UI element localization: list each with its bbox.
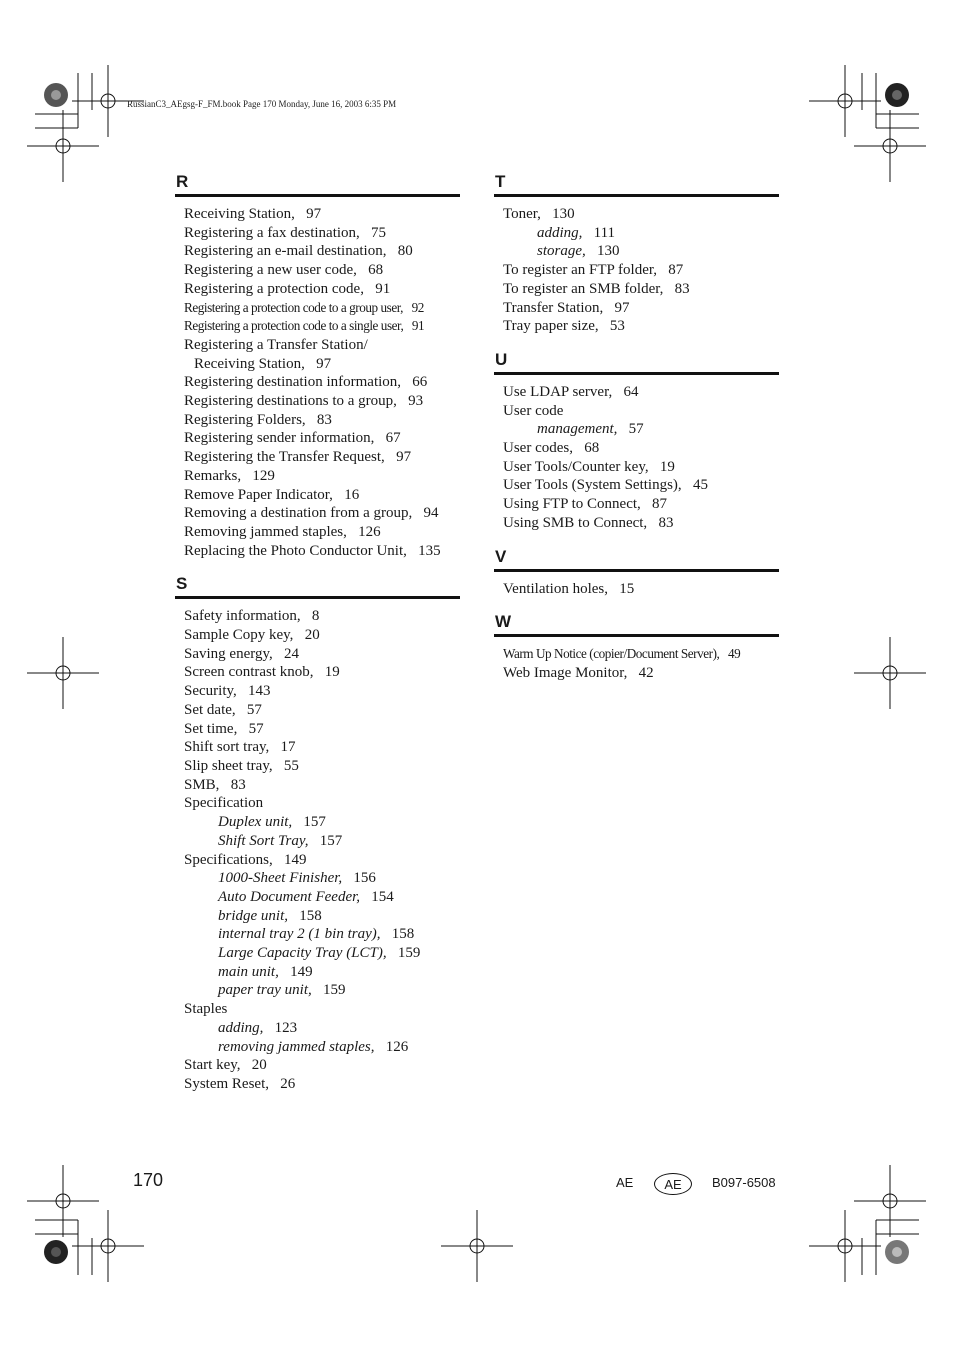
- entry-page-number: 57: [248, 720, 264, 737]
- entry-page-number: 126: [358, 523, 381, 540]
- entry-term: Registering an e-mail destination,: [184, 243, 387, 260]
- index-entry: [175, 523, 460, 542]
- index-subentry: [175, 869, 460, 888]
- index-entry: [175, 607, 460, 626]
- entry-term: adding,: [537, 224, 583, 241]
- index-entry: [175, 317, 460, 336]
- entry-term: Registering a protection code to a single user,: [184, 318, 404, 334]
- entry-term: 1000-Sheet Finisher,: [218, 870, 343, 887]
- entry-term: Warm Up Notice (copier/Document Server),: [503, 646, 720, 662]
- index-subentry: [175, 944, 460, 963]
- entry-page-number: 149: [283, 851, 307, 868]
- entry-term: Toner,: [503, 206, 541, 222]
- index-entry: [175, 205, 460, 224]
- index-subentry: [175, 981, 460, 1000]
- entry-term: Use LDAP server,: [503, 383, 613, 400]
- index-entry: [175, 794, 460, 813]
- entry-page-number: 42: [638, 664, 654, 681]
- entry-page-number: 157: [319, 832, 343, 849]
- index-subentry: [494, 224, 779, 243]
- entry-page-number: 158: [299, 907, 322, 924]
- index-entry: [494, 383, 779, 402]
- index-entry: [175, 355, 460, 374]
- entry-term: Sample Copy key,: [184, 627, 294, 644]
- entry-page-number: 83: [230, 776, 246, 793]
- entry-page-number: 157: [303, 814, 326, 831]
- index-entry: [175, 411, 460, 430]
- entry-term: Remove Paper Indicator,: [184, 486, 333, 503]
- entry-term: removing jammed staples,: [218, 1038, 375, 1055]
- entry-page-number: 83: [316, 411, 332, 428]
- index-entry: [175, 261, 460, 280]
- entry-term: To register an FTP folder,: [503, 262, 658, 279]
- section-rule: [494, 194, 779, 197]
- entry-page-number: 149: [290, 963, 313, 980]
- entry-term: Start key,: [184, 1057, 241, 1074]
- index-entry: [175, 663, 460, 682]
- entry-page-number: 80: [397, 243, 413, 260]
- entry-page-number: 91: [375, 280, 391, 297]
- entry-page-number: 97: [306, 206, 322, 222]
- index-entry: [175, 757, 460, 776]
- index-entry: [175, 738, 460, 757]
- section-letter: V: [495, 546, 507, 566]
- entry-term: bridge unit,: [218, 907, 288, 924]
- document-code: B097-6508: [712, 1175, 776, 1190]
- index-subentry: [175, 813, 460, 832]
- region-mark-label: AE: [664, 1176, 682, 1192]
- entry-page-number: 64: [623, 383, 639, 400]
- section-letter: U: [495, 349, 508, 369]
- entry-page-number: 68: [584, 440, 600, 457]
- index-entry: [494, 439, 779, 458]
- index-subentry: [175, 963, 460, 982]
- entry-page-number: 19: [324, 664, 340, 681]
- index-entry: [175, 504, 460, 523]
- entry-term: Saving energy,: [184, 645, 273, 662]
- index-subentry: [175, 1038, 460, 1057]
- entry-term: main unit,: [218, 963, 279, 980]
- page-number: 170: [133, 1170, 164, 1190]
- entry-page-number: 49: [727, 646, 741, 662]
- index-entry: [175, 224, 460, 243]
- entry-page-number: 143: [248, 683, 271, 700]
- entry-page-number: 55: [283, 757, 299, 774]
- entry-term: Removing jammed staples,: [184, 523, 347, 540]
- entry-term: management,: [537, 421, 618, 438]
- entry-term: Specification: [184, 795, 264, 812]
- index-entry: [175, 626, 460, 645]
- index-entry: [175, 299, 460, 318]
- entry-page-number: 111: [593, 224, 616, 241]
- index-section-w: [494, 610, 779, 682]
- index-section-r: [175, 170, 460, 572]
- section-letter: W: [495, 612, 512, 632]
- section-rule: [175, 194, 460, 197]
- index-entry: [175, 242, 460, 261]
- entry-term: Replacing the Photo Conductor Unit,: [184, 542, 407, 559]
- entry-page-number: 94: [423, 505, 439, 522]
- index-entry: [494, 495, 779, 514]
- section-letter: T: [495, 172, 506, 191]
- index-entry: [175, 701, 460, 720]
- index-entry: [175, 392, 460, 411]
- index-entry: [494, 261, 779, 280]
- region-label: AE: [616, 1175, 634, 1190]
- index-entry: [175, 373, 460, 392]
- entry-term: Registering a protection code,: [184, 280, 364, 297]
- entry-term: User codes,: [503, 440, 573, 457]
- entry-term: User Tools (System Settings),: [503, 477, 682, 494]
- index-entry: [494, 280, 779, 299]
- region-mark: [654, 1173, 692, 1195]
- entry-page-number: 87: [652, 496, 668, 513]
- entry-page-number: 57: [246, 701, 262, 718]
- index-entry: [494, 580, 779, 599]
- entry-term: Registering a Transfer Station/: [184, 336, 368, 353]
- entry-page-number: 87: [668, 262, 684, 279]
- entry-page-number: 24: [283, 645, 299, 662]
- index-section-v: [494, 545, 779, 611]
- entry-term: Security,: [184, 683, 237, 700]
- index-entry: [494, 402, 779, 421]
- entry-term: storage,: [537, 243, 586, 260]
- entry-term: System Reset,: [184, 1075, 269, 1092]
- entry-page-number: 19: [659, 458, 675, 475]
- entry-term: Shift sort tray,: [184, 739, 270, 756]
- entry-term: Duplex unit,: [218, 814, 293, 831]
- index-entry: [175, 1075, 460, 1094]
- section-rule: [494, 634, 779, 637]
- index-entry: [175, 448, 460, 467]
- entry-page-number: 97: [396, 449, 412, 466]
- index-entry: [175, 486, 460, 505]
- entry-term: Registering destinations to a group,: [184, 393, 397, 410]
- entry-term: Set date,: [184, 701, 236, 718]
- index-subentry: [175, 832, 460, 851]
- entry-page-number: 83: [658, 514, 674, 531]
- entry-term: Set time,: [184, 720, 238, 737]
- entry-term: User Tools/Counter key,: [503, 458, 649, 475]
- entry-page-number: 123: [274, 1019, 298, 1036]
- entry-page-number: 156: [353, 870, 376, 887]
- entry-term: Registering sender information,: [184, 430, 375, 447]
- entry-term: Slip sheet tray,: [184, 757, 273, 774]
- index-section-t: [494, 170, 779, 348]
- entry-term: Safety information,: [184, 608, 301, 625]
- entry-term: Large Capacity Tray (LCT),: [218, 945, 387, 962]
- index-entry: [175, 720, 460, 739]
- entry-term: internal tray 2 (1 bin tray),: [218, 926, 381, 943]
- section-rule: [175, 596, 460, 599]
- entry-page-number: 67: [385, 430, 401, 447]
- index-subentry: [494, 242, 779, 261]
- entry-page-number: 26: [280, 1075, 296, 1092]
- entry-term: Registering destination information,: [184, 374, 402, 391]
- index-entry: [175, 542, 460, 561]
- entry-term: SMB,: [184, 776, 220, 793]
- entry-term: To register an SMB folder,: [503, 280, 664, 297]
- index-subentry: [175, 1019, 460, 1038]
- index-entry: [175, 851, 460, 870]
- index-entry: [175, 682, 460, 701]
- entry-term: paper tray unit,: [218, 982, 312, 999]
- entry-page-number: 75: [371, 224, 387, 241]
- entry-page-number: 159: [323, 982, 346, 999]
- index-entry: [175, 429, 460, 448]
- index-column-right: [494, 170, 779, 683]
- entry-term: User code: [503, 402, 564, 419]
- entry-page-number: 130: [597, 243, 620, 260]
- entry-page-number: 130: [552, 206, 575, 222]
- entry-page-number: 15: [619, 580, 635, 597]
- index-entry: [175, 1000, 460, 1019]
- section-letter: S: [176, 574, 188, 594]
- index-entry: [494, 317, 779, 336]
- entry-page-number: 91: [411, 318, 425, 334]
- index-entry: [494, 645, 779, 664]
- entry-term: Remarks,: [184, 467, 242, 484]
- entry-page-number: 66: [412, 374, 428, 391]
- index-entry: [494, 514, 779, 533]
- index-column-left: [175, 170, 460, 1094]
- entry-term: Ventilation holes,: [503, 580, 608, 597]
- entry-term: Transfer Station,: [503, 299, 604, 316]
- index-entry: [494, 664, 779, 683]
- entry-term: Receiving Station,: [184, 206, 295, 222]
- entry-page-number: 53: [609, 318, 625, 335]
- entry-page-number: 159: [397, 945, 421, 962]
- section-rule: [494, 372, 779, 375]
- entry-page-number: 68: [368, 262, 384, 279]
- entry-term: Specifications,: [184, 851, 273, 868]
- entry-term: Auto Document Feeder,: [218, 888, 361, 905]
- entry-term: Removing a destination from a group,: [184, 505, 413, 522]
- index-entry: [175, 645, 460, 664]
- entry-term: Screen contrast knob,: [184, 664, 314, 681]
- entry-page-number: 93: [408, 393, 424, 410]
- index-subentry: [175, 907, 460, 926]
- index-entry: [494, 205, 779, 224]
- entry-page-number: 57: [628, 421, 644, 438]
- index-entry: [175, 336, 460, 355]
- index-entry: [175, 776, 460, 795]
- index-subentry: [175, 925, 460, 944]
- index-entry: [175, 280, 460, 299]
- entry-page-number: 20: [304, 627, 320, 644]
- entry-term: Registering a fax destination,: [184, 224, 360, 241]
- entry-term: Receiving Station,: [194, 355, 305, 372]
- index-section-s: [175, 572, 460, 1093]
- entry-term: Registering the Transfer Request,: [184, 449, 385, 466]
- index-subentry: [494, 420, 779, 439]
- index-entry: [175, 467, 460, 486]
- index-entry: [494, 299, 779, 318]
- entry-term: Registering a protection code to a group user,: [184, 299, 404, 315]
- index-entry: [494, 476, 779, 495]
- entry-term: Staples: [184, 1001, 228, 1018]
- entry-page-number: 83: [674, 280, 690, 297]
- index-entry: [494, 458, 779, 477]
- entry-term: Registering Folders,: [184, 411, 306, 428]
- entry-term: Web Image Monitor,: [503, 664, 628, 681]
- section-rule: [494, 569, 779, 572]
- index-section-u: [494, 348, 779, 545]
- entry-page-number: 17: [280, 739, 296, 756]
- entry-term: Using FTP to Connect,: [503, 496, 641, 513]
- entry-page-number: 129: [252, 467, 275, 484]
- index-subentry: [175, 888, 460, 907]
- section-letter: R: [176, 172, 189, 191]
- entry-term: Shift Sort Tray,: [218, 832, 309, 849]
- entry-page-number: 45: [692, 477, 708, 494]
- entry-page-number: 135: [418, 542, 441, 559]
- entry-term: adding,: [218, 1019, 264, 1036]
- entry-page-number: 20: [251, 1057, 267, 1074]
- entry-page-number: 16: [344, 486, 360, 503]
- index-entry: [175, 1056, 460, 1075]
- entry-term: Using SMB to Connect,: [503, 514, 648, 531]
- entry-page-number: 92: [411, 299, 424, 315]
- entry-term: Registering a new user code,: [184, 262, 357, 279]
- entry-page-number: 97: [614, 299, 630, 316]
- entry-page-number: 8: [311, 608, 320, 625]
- entry-page-number: 154: [371, 888, 394, 905]
- file-info-header: RussianC3_AEgsg-F_FM.book Page 170 Monday, June 16, 2003 6:35 PM: [127, 99, 397, 109]
- entry-page-number: 158: [391, 926, 415, 943]
- entry-page-number: 97: [316, 355, 332, 372]
- entry-term: Tray paper size,: [503, 318, 599, 335]
- entry-page-number: 126: [385, 1038, 409, 1055]
